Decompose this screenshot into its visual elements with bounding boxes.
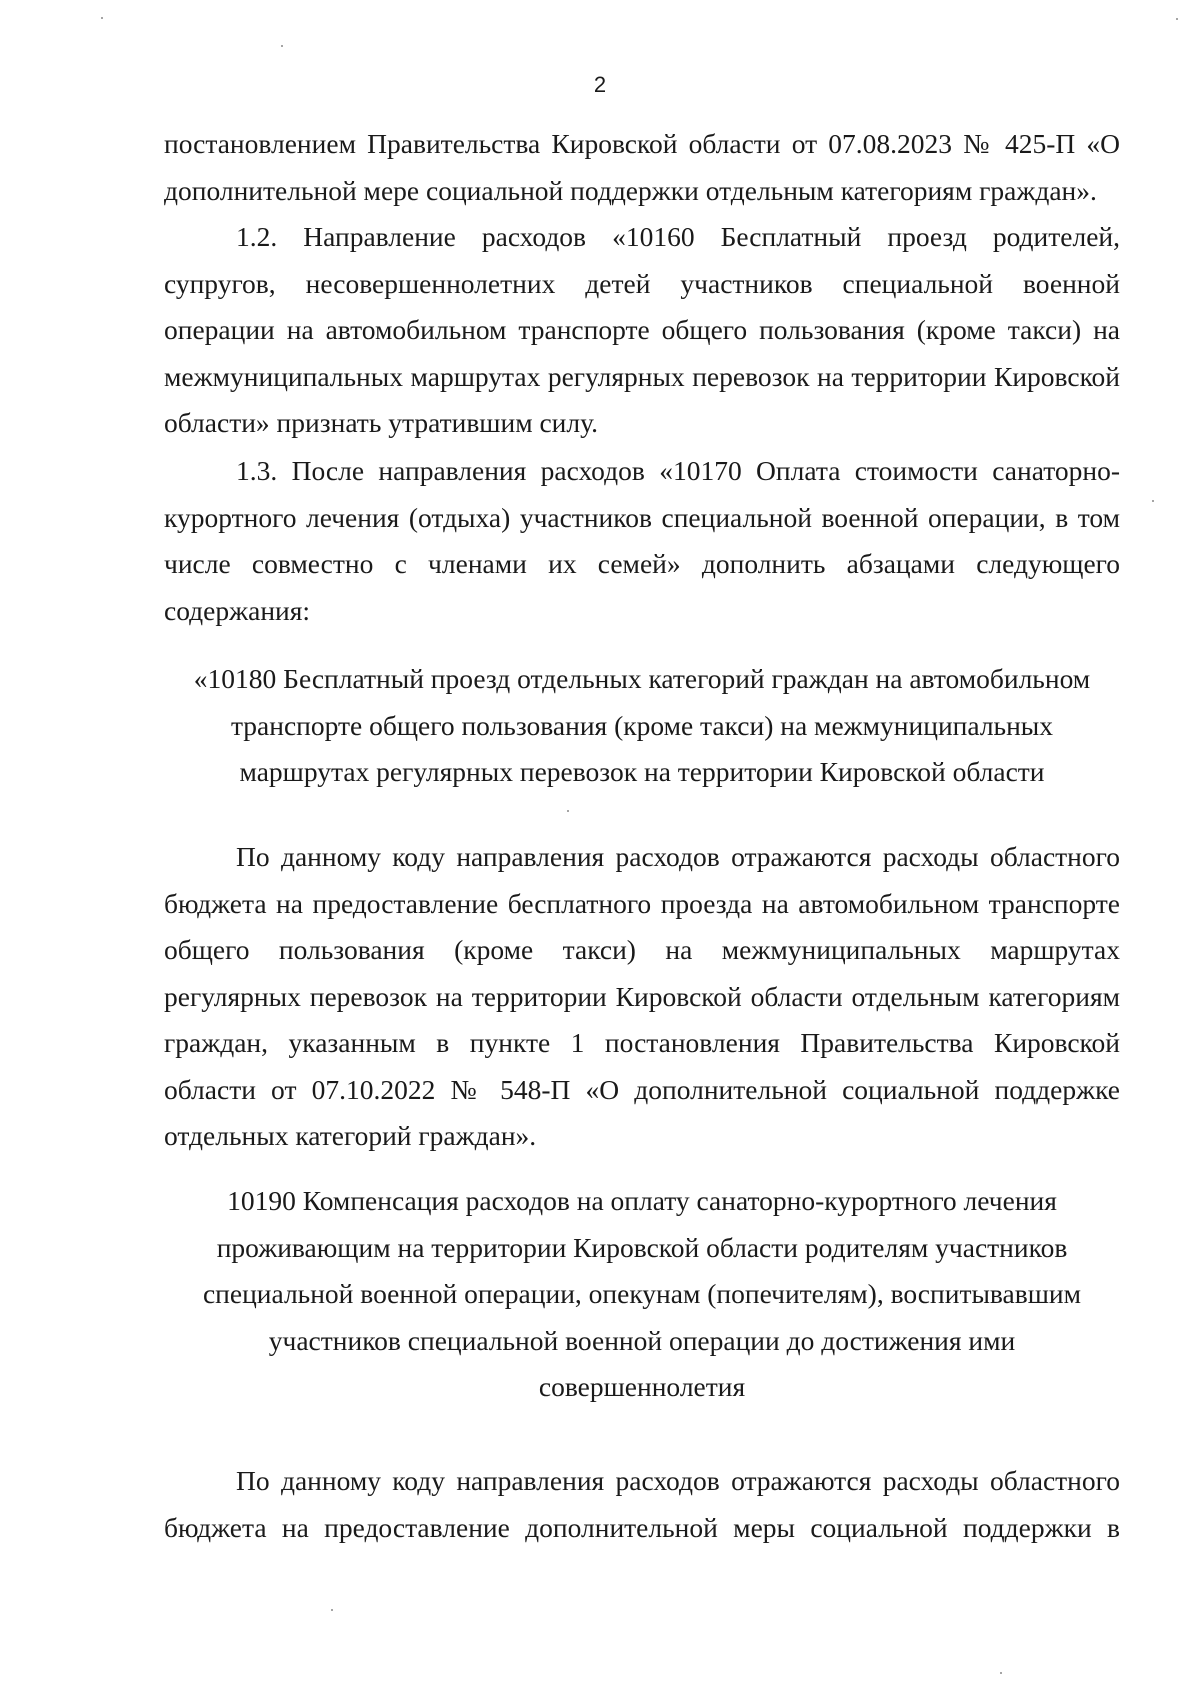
scan-speck <box>101 17 103 19</box>
paragraph-continuation: постановлением Правительства Кировской области от 07.08.2023 № 425-П «О дополнительной мере социальной поддержки отдельным категориям граждан». <box>164 128 1120 206</box>
heading-10190-line: специальной военной операции, опекунам (попечителям), воспитывавшим <box>202 1278 1082 1309</box>
page-number: 2 <box>593 72 607 97</box>
scan-speck <box>281 45 283 47</box>
heading-10190-line: участников специальной военной операции до достижения ими <box>268 1324 1016 1356</box>
scan-speck <box>567 810 569 812</box>
scan-speck <box>1176 18 1178 20</box>
paragraph-1-2: 1.2. Направление расходов «10160 Бесплатный проезд родителей, супругов, несовершеннолетних детей участников специальной военной операции на автомобильном транспорте общего пользования (кроме такси) на межмуниципальных маршрутах регулярных перевозок на территории Кировской области» признать утратившим силу. <box>164 221 1120 438</box>
heading-10190-line: проживающим на территории Кировской области родителям участников <box>216 1231 1068 1263</box>
paragraph-1-3: 1.3. После направления расходов «10170 Оплата стоимости санаторно-курортного лечения (отдыха) участников специальной военной операции, в том числе совместно с членами их семей» дополнить абзацами следующего содержания: <box>164 455 1120 626</box>
heading-10190-line: 10190 Компенсация расходов на оплату санаторно-курортного лечения <box>227 1185 1057 1216</box>
scan-speck <box>331 1609 333 1611</box>
heading-10180-line: «10180 Бесплатный проезд отдельных категорий граждан на автомобильном <box>193 663 1091 694</box>
heading-10190-line: совершеннолетия <box>538 1371 746 1402</box>
scan-speck <box>1152 500 1154 502</box>
paragraph-10190-description: По данному коду направления расходов отражаются расходы областного бюджета на предоставление дополнительной меры социальной поддержки в <box>164 1465 1120 1543</box>
scan-speck <box>1000 1672 1002 1674</box>
heading-10190 <box>164 1178 1120 1411</box>
heading-10180-line: маршрутах регулярных перевозок на территории Кировской области <box>239 756 1045 787</box>
heading-10180 <box>164 656 1120 796</box>
paragraph-10180-description: По данному коду направления расходов отражаются расходы областного бюджета на предоставление бесплатного проезда на автомобильном транспорте общего пользования (кроме такси) на межмуниципальных маршрутах регулярных перевозок на территории Кировской области отдельным категориям граждан, указанным в пункте 1 постановления Правительства Кировской области от 07.10.2022 № 548-П «О дополнительной социальной поддержке отдельных категорий граждан». <box>164 841 1120 1151</box>
heading-10180-line: транспорте общего пользования (кроме такси) на межмуниципальных <box>230 709 1054 741</box>
